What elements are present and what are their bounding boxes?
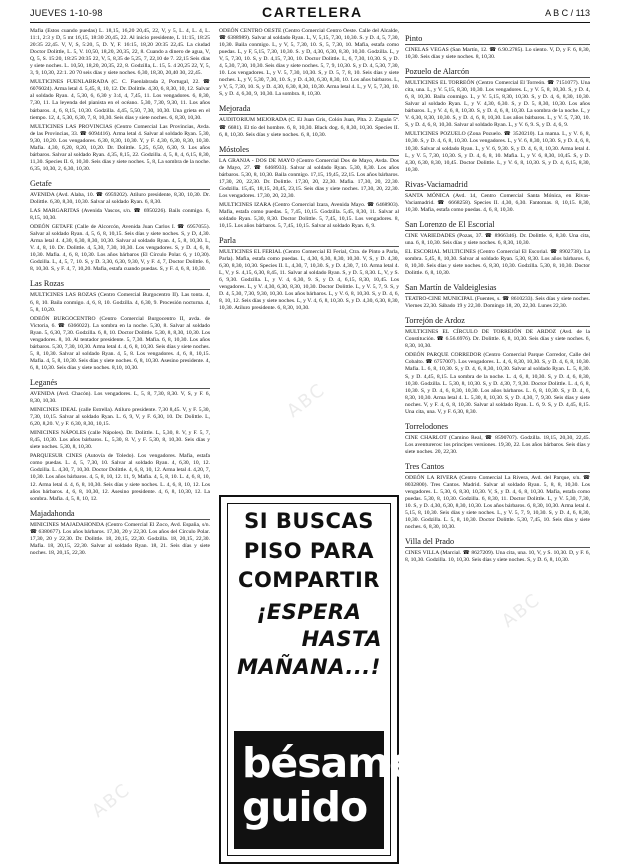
cinema-listing: LA GRANJA - DOS DE MAYO (Centro Comercial Dos de Mayo, Avda. Dos de Mayo, 27. ☎ 6468933). Salvar al soldado Ryan. 5,30, 8,30. Los años bárbaros. 5,30, 8, 10,30. Baila conmigo. 17,15, 19,45, 22,15. Los años bárbaros. 17,30, 20, 22,30. Dr. Dolittle. 17,30, 20, 22,30. Mafia. 17,30, 20, 22,30. Godzilla. 15,45, 18,15, 20,45, 23,15. Seis días y siete noches. 17,30, 20, 22,30. Los vengadores. 17,30, 20, 22,30. (219, 157, 399, 199)
section-title: CARTELERA (262, 4, 363, 20)
ad-title-2: guido (242, 783, 368, 831)
locality-heading: Torrejón de Ardoz (405, 316, 590, 327)
locality-heading: Parla (219, 236, 399, 247)
cinema-listing: MULTICINES FUENLABRADA (C. C. Fuenlabrada 2, Portugal, 22. ☎ 6076024). Arma letal 4. 5,45, 8, 10, 12. Dr. Dolittle. 4,30, 6, 8,30, 10, 12. Salvar al soldado Ryan. 4, 5,30, 6, 6,30 y 3:4, 4, 7,45, 11. Los vengadores. 6, 8,30, 7,30, 11. La leyenda del pianista en el océano. 5,30, 7,30, 9,30, 11. Los años bárbaros. 4, 6, 8,15, 10,30. Godzilla. 4,45, 5,50, 7,30, 10,30. Una grieta en el tiempo. 12, 4, 5,30, 6,30, 7, 8, 10,30. Seis días y siete noches. 6, 8,30, 10,30. (30, 79, 210, 121)
locality-heading: Tres Cantos (405, 462, 590, 473)
cinema-listing: Mafia (Estos cuando puedas) L. 18,15, 16,20 20,45, 22, V, y 5, L. 4, L. 4, L. 11:1, 2:3 y D, 5 mt 16,15, 18:30 20,45, 22. Al inicio presidente, L 11:15, 18:25 20:35 22,45. V, V, S, 5:20, 5, D. Y, F. 16:15, 18,20 20:35 22,45. La ciudad Doctor Dolittle, L. 5, V. 10,50, 18,20, 20,35, 22, 8. Cuando a dinero de agua, V, Q, 5, S. 15:20, 18:25 20:35 22, V, 5, 8,35 de 5,25, 7, 22,10 de 7. 22,15 Seis días y siete noches. L. 10,50, 18,20, 20,35, 22, 8. Godzilla, L. 15, 5. 4 20,25 22, Y, 5, 3, 9, 10,30, 22:1. 20 70 seis días y siete noches. 6,30, 18,30, 20,40 30, 22,45. (30, 28, 210, 77)
cinema-listing: MINICINES IDEAL (calle Estrella). Atiluro presidente. 7,30 8,45. V, y F. 5,30, 7,30, 10,15. Salvar al soldado Ryan. L. 6, 9, V, y F. 6,30, 10. Dr. Dolittle. L, 6,20, 8,20. V, y F. 6,30, 8,30, 10,15. (30, 407, 210, 428)
cinema-listing: CINE CHARLOT (Camino Real, ☎ 8590707). Godzilla. 18,15, 20,30, 22,45. Los aventureros: los principes versiones. 19,30, 22. Los años bárbaros. Seis días y siete noches. 20, 22,30. (405, 434, 590, 455)
cinema-listing: MULTICINES EL CÍRCULO DE TORREJÓN DE ARDOZ (Avd. de la Constitución. ☎ 6.56.6976). Dr. Dolittle. 6, 8, 10,30. Seis días y siete noches. 6, 8,30, 10,30. (405, 329, 590, 350)
cinema-listing: ODEÓN CENTRO OESTE (Centro Comercial Centro Oeste. Calle del Alcalde, ☎ 6388989). Salvar al soldado Ryan. L, V, 5,15, 7,30, 10,30. S. y D. 4, 5, 7,30, 10,30. Baila conmigo. L, y V, 5, 7,30, 10. S, 5, 7,30, 10. Mafia, estafa como puedas. L, y F, 5,15, 7,30, 10,30. S. y D, 4,30, 6,30, 8,30, 10,30. Godzilla. L, y V, 5, 7,30, 10. S, y D. 4,15, 7,30, 10. Doctor Dolittle. L, 6, 7,30, 10,30. S, y D. 4, 5,30, 7,30, 10,30. Seis días y siete noches. 5, 7, 9, 10,30. S, y D. 4, 5,30, 7,30, 10. Los vengadores. L, y V. 5, 7,30, 10,30. S, y D. 5, 7, 8, 10. Seis días y siete noches. L, y V, 5,30, 7,30, 10. S, y D. 4,30, 6,30, 8,30, 10. Los años bárbaros. L, y V, 5, 7,30, 10. S, y D. 4,30, 6,30, 8,30, 10,30. Arma letal 4. L, y V, 5, 7,30, 10. S, y D. 4, 6,30, 9, 10,30. La sombra. 8, 10,30. (219, 28, 399, 98)
cinema-listing: MULTICINES EL FERIAL (Centro Comercial El Ferial, Ctra. de Pinto a Parla, Parla). Mafia, estafa como puedas. L, 4,30, 6,30, 8,30, 10,30. V, S, y D. 4,30, 6,30, 8,30, 10,30. Species II. L, 4,30, 7, 10,30. S, y D. 4,30, 7, 10. Arma letal 4. L, V, y S. 4,15, 6,30, 8,45, 11. Salvar al soldado Ryan. S, y D. 5, 8,30. L, V, y S. 6, 9,30. Godzilla. L, y V. 4, 6,30, 9. S, y D. 4, 6,15, 8,30, 10,45. Los vengadores. L, y V. 4,30, 6,30, 8,30, 10,30. Doctor Dolittle. L, y V. 5, 7, 9. S, y D. 4, 5,30, 7,30, 9,30, 10,30. Los años bárbaros. L, y V. 6, 8, 10,30. S, y D. 4, 6, 8, 10, 12. Seis días y siete noches. L, y V. 4, 6, 8, 10,30. S, y D. 4,30, 6,30, 8,30, 10,30. Atiluro presidente. 6, 8,30, 10,30. (219, 249, 399, 312)
locality-heading: San Martín de Valdeiglesias (405, 283, 590, 294)
ad-line-4: ¡ESPERA (256, 599, 362, 624)
locality-heading: Getafe (30, 179, 210, 190)
locality-heading: Pozuelo de Alarcón (405, 67, 590, 78)
cinema-listing: MINICINES MAJADAHONDA (Centro Comercial El Zoco, Avd. España, s/n. ☎ 6380677). Los años bárbaros. 17,30, 20 y 22,30. Los años del Círculo Polar. 17,30, 20 y 22,30. Dr. Dolittle. 18, 20,15, 22,30. Godzilla. 18, 20,15, 22,30. Mafia. 18, 20,15, 22,30. Salvar al soldado Ryan. 18, 21. Seis días y siete noches. 18, 20,15, 22,30. (30, 521, 210, 556)
page-number: A B C / 113 (545, 8, 590, 18)
cinema-listing: CINELAS VEGAS (San Martín, 12. ☎ 6.90.2785). Lo siento. V, D, y F. 6, 8,30, 10,30. Seis días y siete noches. 8, 10,30. (405, 47, 590, 61)
cinema-listing: AUDITORIUM MEJORADA (C. El Juan Gris, Colón Juan, Plta. 2. Zaguán 5ª. ☎ 6681). El tío del hombre. 6, 8, 10,30. Black dog. 6, 8,30, 10,30. Species II. 6, 8, 10,30. Seis días y siete noches. 6, 8, 10,30. (219, 117, 399, 138)
issue-date: JUEVES 1-10-98 (30, 8, 103, 18)
cinema-listing: ODEÓN PARQUE CORREDOR (Centro Comercial Parque Corredor, Calle del Cobalto. ☎ 6757007). Los vengadores. L. 4, 6, 8,30, 10,30. S, y D. 4, 6, 8, 10,30. Mafia. L. 6, 8, 10,30. S, y D. 4, 6, 8,30, 10,30. Salvar al soldado Ryan. L. 5, 8,30. S, y D. 4,45, 8,15. La sombra de la noche. L. 4, 6, 8, 10,30. S, y D. 4, 6, 8,30, 10,30. Godzilla. L. 5,30, 8, 10,30. S, y D. 4,30, 7, 9,30. Doctor Dolittle. L. 4, 6, 8, 10,30. S, y D. 4, 6, 8,30, 10,30. Los años bárbaros. L. 6, 8, 10,30. S, y D. 4, 6, 8,30, 10,30. Arma letal 4. L. 5,30, 8, 10,30. S, y D. 4,30, 7, 9,30. Seis días y siete noches. V, y F. 4, 6, 8, 10,30. Salvar al soldado Ryan. L. 6, 9. S, y D. 4,45, 8,15. Una cita, una. V, y F. 6,30, 8,30. (405, 352, 590, 415)
page-header (30, 4, 590, 23)
cinema-listing: MINICINES NÁPOLES (calle Nápoles). Dr. Dolittle. L, 5,30, 8. V, y F. 5, 7, 8,45, 10,30. Los años bárbaros. L, 5,30, 8. V, y F. 5,30, 8, 10,30. Seis días y siete noches. 5,30, 8, 10,30. (30, 430, 210, 451)
locality-heading: Torrelodones (405, 422, 590, 433)
ad-line-1: SI BUSCAS (244, 509, 374, 533)
watermark: ABC (88, 779, 135, 822)
watermark: ABC (283, 379, 330, 422)
watermark: ABC (498, 589, 545, 632)
locality-heading: Pinto (405, 34, 590, 45)
cinema-listing: MULTICINES EL TORREÓN (Centro Comercial El Torreón. ☎ 7151077). Una cita, una. L, y V. 5,15, 8,30, 10,30. Los vengadores. L, y V. 5, 8, 10,30. S, y D. 4, 6, 8, 10,30. Baila conmigo. L, y V. 5,15, 8,30, 10,30. S, y D. 4, 6, 8,30, 10,30. Salvar al soldado Ryan. L, y V. 4,30, 6,30. S, y D. 5, 8,30, 10,30. Los años bárbaros. L, y V. 4, 6, 8, 10,30. S, y D. 4, 6, 8, 10,30. La sombra de la noche. L, y V. 6,30, 8,30, 10,30. S, y D. 4, 6, 8, 10,30. Los años bárbaros. L, y V. 5, 7,30, 10. S, y D. 4, 6, 8, 10,30. Salvar al soldado Ryan. L, y V. 6, 9. S, y D. 4, 6, 9. (405, 80, 590, 129)
cinema-listing: CINE VARIEDADES (Pozas, 37. ☎ 8966346). Dr. Dolittle. 6, 8,30. Una cita, una. 6, 8, 10,30. Seis días y siete noches. 6, 8,30, 10,30. (405, 232, 590, 246)
locality-heading: Las Rozas (30, 279, 210, 290)
ad-line-3: COMPARTIR (238, 568, 380, 592)
ad-line-6: MAÑANA...! (237, 654, 381, 679)
cinema-listing: MULTICINES LAS PROVINCIAS (Centro Comercial Las Provincias, Avda. de las Provincias, 33. ☎ 6094416). Arma letal 4. Salvar al soldado Ryan. 5,30, 9,30, 10,20. Los vengadores. 6,30, 8,30, 10,30. Y, y F. 4,30, 6,30, 8,30, 10,30. Mafia. 4,30, 6,20, 8,20, 10,20. Dr. Dolittle. 5,25, 6,50, 6,30, 9. Los años bárbaros. Salvar al soldado Ryan. 4,35, 8,15, 22. Godzilla. 4, 5, 8, 4, 6,15, 8,30, 11,30. Species II. 6, 10,30. Seis días y siete noches. 5, 8, La sombra de la noche. 6,35, 10,30, 2, 6,30, 10,30. (30, 123, 210, 172)
locality-heading: Rivas-Vaciamadrid (405, 180, 590, 191)
locality-heading: Móstoles (219, 145, 399, 156)
ad-line-2: PISO PARA (243, 538, 375, 563)
cinema-listing: MULTICINES LAS ROZAS (Centro Comercial Burgocentro II). Las tonta. 4, 6, 8, 10. Baila conmigo. 4, 6, 8, 10. Godzilla. 4, 6,30, 9. Procesión nocturna. 4, 5, 8, 10,20. (30, 292, 210, 313)
cinema-listing: ODEÓN BURGOCENTRO (Centro Comercial Burgocentro II, avda. de Victoria, 6. ☎ 6366022). La sombra en la noche. 5,30, 8. Salvar al soldado Ryan. 5, 6,30, 7,30. Godzilla. 6, 8, 10. Doctor Dolittle. 5,30, 8, 8,30, 10,30. Los vengadores. 8, 10. Al tentador presidente. 5, 7,30. Mafia. 6, 8, 10,30. Los años bárbaros. 5,30, 7,30, 10,30. Arma letal 4. 4, 6, 8, 10,30. Seis días y siete noches. 5, 8, 10,30. Salvar al soldado Ryan. 4, 5, 8. Los vengadores. 4, 6, 8, 10,15. Mafia. 4, 5, 8, 10,30. Seis días y siete noches. 6, 8, 10,30. Asesino presidente. 4, 6, 8, 10,30. Seis días y siete noches. 8,10, 10,30. (30, 315, 210, 371)
advertisement (219, 495, 416, 864)
cinema-listing: EL ESCORIAL MULTICINES (Centro Comercial El Escorial. ☎ 8902738). La sombra. 5,45, 8, 10,30. Salvar al soldado Ryan. 5,30, 8,30. Los años bárbaros. 6, 8, 10,30. Seis días y siete noches. 6, 8,30, 10,30. Godzilla. 5,30, 8, 10,30. Doctor Dolittle. 6, 8, 10,30. (405, 248, 590, 277)
ad-line-5: HASTA (301, 627, 382, 651)
ad-frame (227, 503, 416, 856)
cinema-listing: LAS MARGARITAS (Avenida Vascos, s/n. ☎ 6950226). Bails conmigo. 6, 8,15, 10,30. (30, 208, 210, 222)
locality-heading: Majadahonda (30, 509, 210, 520)
cinema-listing: ODEÓN LA RIVERA (Centro Comercial La Rivera, Avd. del Parque, s/n. ☎ 8032800). Tres Cantos. Madrid. Salvar al soldado Ryan. 5, 8, 8, 10,30. Los vengadores. L. 5,30, 6, 8,30, 10,30. V, S, y D. 4, 6, 8, 10,30. Mafia, estafa como puedas. 5,30, 8, 10,30. Godzilla. 6, 8,30, 11. Doctor Dolittle. L, y V. 5,30, 7,30, 10. S, y D. 4,30, 6,30, 8,30, 10,30. Los años bárbaros. 6, 8,30, 10,30. Arma letal 4. 5,15, 8, 10,30. Seis días y siete noches. L, y V. 5, 7, 9, 10,30. S, y D. 4, 6, 8,30, 10,30. Godzilla. L. 5, 8, 10,30. Doctor Dolittle. 5,30, 7,45, 10. Seis días y siete noches. 6, 8,30, 10,30. (405, 474, 590, 531)
ad-title-1: bésame (242, 739, 416, 787)
locality-heading: Mejorada (219, 104, 399, 115)
locality-heading: Leganés (30, 378, 210, 389)
cinema-listing: PARQUESUR CINES (Autovía de Toledo). Los vengadores. Mafia, estafa como puedas. L. 4, 5, 7,30, 10. Salvar al soldado Ryan. 4, 6,30, 10, 12. Godzilla. L. 4,30, 7, 10,30. Doctor Dolittle. 4, 6, 8, 10, 12. Arma letal 4. 4,20, 7, 10,30. Los años bárbaros. 4, 5, 8, 10, 12. 11, 9, Mafia. 4, 5, 8, 10. L. 4, 6, 8, 10, 12. Arma letal 4. 4, 6, 8, 10,30. Seis días y siete noches. L. 4, 6, 8, 10, 12. Los años bárbaros. 4, 6, 8, 10,30, 12. Asesino presidente. 4, 6, 8, 10,30, 12. La sombra. Mafia. 4, 5, 8, 10, 12. (30, 453, 210, 502)
cinema-listing: SANTA MÓNICA (Avd. 14, Centro Comercial Santa Mónica, en Rivas-Vaciamadrid. ☎ 6668258). Species II. 4,30, 6,30. Fantomas. 8, 10,15. 8,30, 10,30. Mafia, estafa como puedas. 4, 6, 8, 10,30. (405, 192, 590, 213)
cinema-listing: MULTICINES POZUELO (Zona Pozuelo. ☎ 3520210). La mama. L, y V. 6, 8, 10,30. S, y D. 4, 6, 8, 10,30. Los vengadores. L, y V. 6, 8,30, 10,30. S, y D. 4, 6, 8, 10,30. Salvar al soldado Ryan. L, y V. 6, 9,30. S, y D. 4, 6, 8, 10,30. Arma letal 4. L, y V. 5, 7,30, 10,30. S, y D. 4, 6, 8, 10. Mafia. L, y V. 6, 8,30, 10,45. S, y D. 4,30, 6,30, 8,30, 10,45. Doctor Dolittle. L, y V. 6, 8, 10,30. S, y D. 4, 6,15, 8,30, 10,30. (405, 131, 590, 173)
cinema-listing: AVENIDA (Avd. Alaba, 10. ☎ 6959202). Atiluro presidente, 8,30, 10,30. Dr. Dolittle. 6,30, 8,30, 10,30. Salvar al soldado Ryan. 6, 8,30. (30, 191, 210, 205)
cinema-listing: CINES VILLA (Marcial. ☎ 8627209). Una cita, una. 10, V, y S. 10,30. D, y F. 6, 8, 10,30. Godzilla. 10, 10,30. Seis días y siete noches. S, y D. 6, 8, 10,30. (405, 550, 590, 564)
locality-heading: Villa del Prado (405, 537, 590, 548)
cinema-listing: MULTICINES IZARA (Centro Comercial Izara, Avenida Mayo. ☎ 6468903). Mafia, estafa como puedas. 5, 7,45, 10,15. Godzilla. 5,45, 8,30, 11. Salvar al soldado Ryan. 5,30, 8,30. Doctor Dolittle. 5, 7,45, 10,15. Los vengadores. 8, 10,15. Los años bárbaros. 5, 7,45, 10,15. Salvar al soldado Ryan. 6, 9. (219, 201, 399, 230)
cinema-listing: TEATRO-CINE MUNICIPAL (Fuentes, s. ☎ 8610233). Seis días y siete noches. Viernes 22,30. Sábado 19 y 22,30. Domingo 18, 20, 22,30. Lunes 22,30. (405, 296, 590, 310)
cinema-listing: AVENIDA (Avd. Chacón). Los vengadores. L, 5, 8, 7,30, 8,30. V, S, y F. 6, 8,30, 10,30. (30, 390, 210, 405)
listings-column-1 (30, 28, 210, 863)
listings-column-3 (405, 28, 590, 863)
locality-heading: San Lorenzo de El Escorial (405, 220, 590, 231)
cinema-listing: ODEÓN GETAFE (Calle de Alcorcón, Avenida Juan Carlos I. ☎ 6957055). Salvar al soldado Ryan. 4, 5, 6, 8, 10,15. Seis días y siete noches. S, y D, 4,30. Arma letal 4. 4,30, 6,30, 8,30, 10,30. Salvar al soldado Ryan. 4, 5, 8, 10,30. L, V. 4, 8, 10. Dr. Dolittle. 4, 5,30, 7,30, 10,30. Los vengadores. S, y D. 4, 6, 8, 10,30. Mafia. 4, 6, 8, 10,30. Los años bárbaros (El Círculo Polar. 6, y 10,30). Godzilla. L, 4, 5, 7, 10. S, y D. 3,30, 6,30, 9,30, V, y F. 4, 7, Doctor Dolittle. 6, 8, 10,30. S, y F. 4, 7, 10,20. Mafia, estafa cuando puedas. S, y F. 4, 6, 8, 10,30. (30, 224, 210, 273)
ad-title-box (234, 731, 416, 849)
